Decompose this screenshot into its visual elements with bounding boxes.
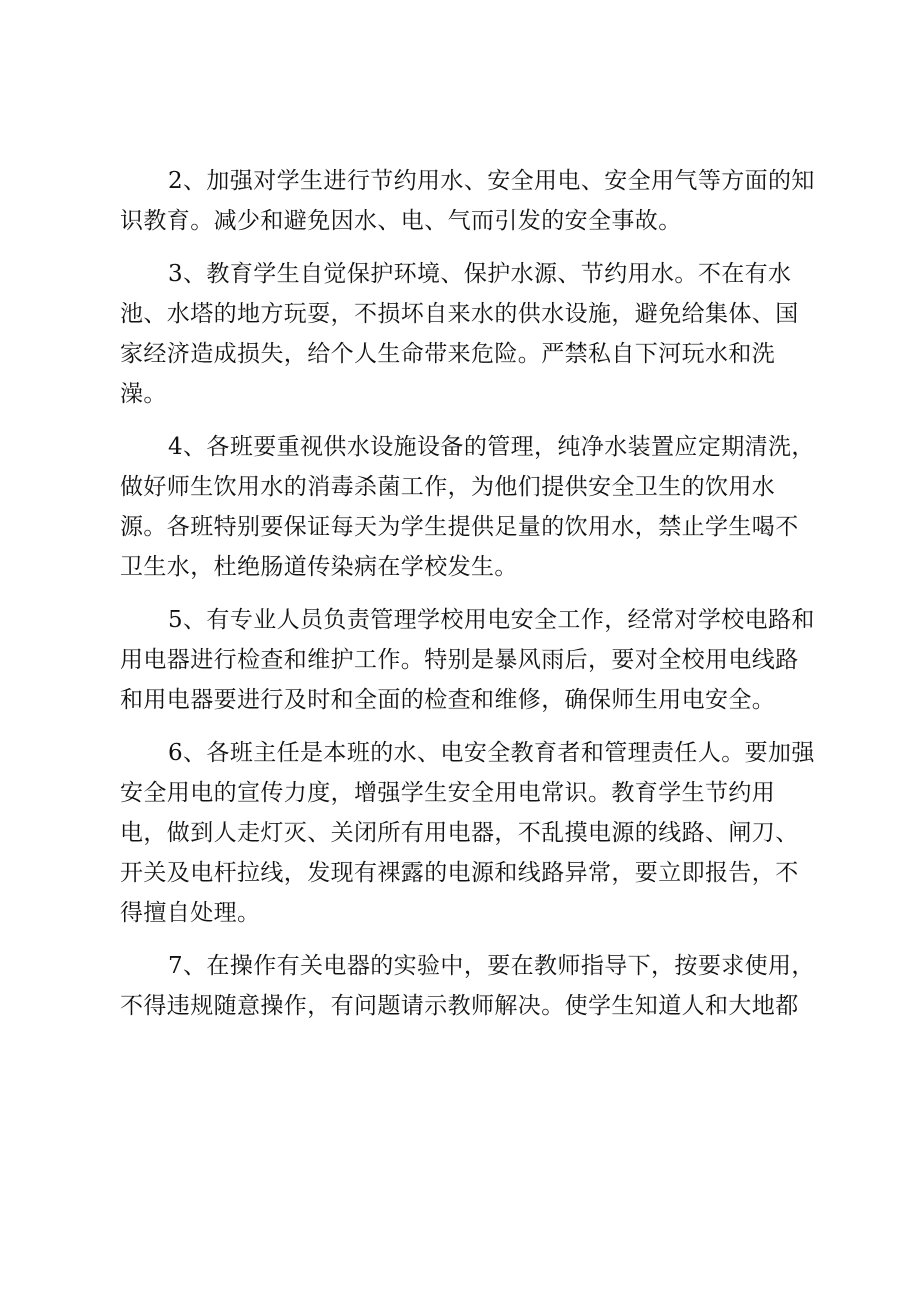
paragraph-item-5 xyxy=(120,600,815,720)
paragraph-line: 做好师生饮用水的消毒杀菌工作，为他们提供安全卫生的饮用水 xyxy=(120,474,776,500)
paragraph-line: 卫生水，杜绝肠道传染病在学校发生。 xyxy=(120,554,518,580)
paragraph-item-3 xyxy=(120,254,810,414)
paragraph-line: 用电器进行检查和维护工作。特别是暴风雨后，要对全校用电线路 xyxy=(120,647,799,673)
paragraph-line: 家经济造成损失，给个人生命带来危险。严禁私自下河玩水和洗 xyxy=(120,341,776,367)
paragraph-item-2 xyxy=(120,161,815,241)
paragraph-line: 源。各班特别要保证每天为学生提供足量的饮用水，禁止学生喝不 xyxy=(120,514,799,540)
paragraph-item-6 xyxy=(120,733,815,933)
paragraph-line: 不得违规随意操作，有问题请示教师解决。使学生知道人和大地都 xyxy=(120,993,799,1019)
paragraph-line: 澡。 xyxy=(120,381,167,407)
paragraph-line: 识教育。减少和避免因水、电、气而引发的安全事故。 xyxy=(120,208,682,234)
paragraph-line: 6、各班主任是本班的水、电安全教育者和管理责任人。要加强 xyxy=(168,740,815,766)
paragraph-line: 开关及电杆拉线，发现有裸露的电源和线路异常，要立即报告，不 xyxy=(120,860,799,886)
paragraph-line: 7、在操作有关电器的实验中，要在教师指导下，按要求使用， xyxy=(168,953,815,979)
paragraph-line: 安全用电的宣传力度，增强学生安全用电常识。教育学生节约用 xyxy=(120,780,776,806)
paragraph-line: 池、水塔的地方玩耍，不损坏自来水的供水设施，避免给集体、国 xyxy=(120,301,799,327)
paragraph-line: 3、教育学生自觉保护环境、保护水源、节约用水。不在有水 xyxy=(168,261,792,287)
paragraph-line: 2、加强对学生进行节约用水、安全用电、安全用气等方面的知 xyxy=(168,168,815,194)
paragraph-item-4 xyxy=(120,427,815,587)
paragraph-line: 电，做到人走灯灭、关闭所有用电器，不乱摸电源的线路、闸刀、 xyxy=(120,820,799,846)
paragraph-item-7 xyxy=(120,946,815,1026)
paragraph-line: 和用电器要进行及时和全面的检查和维修，确保师生用电安全。 xyxy=(120,687,776,713)
paragraph-line: 5、有专业人员负责管理学校用电安全工作，经常对学校电路和 xyxy=(168,607,815,633)
paragraph-line: 得擅自处理。 xyxy=(120,900,261,926)
paragraph-line: 4、各班要重视供水设施设备的管理，纯净水装置应定期清洗， xyxy=(168,434,815,460)
document-body xyxy=(120,161,815,1039)
